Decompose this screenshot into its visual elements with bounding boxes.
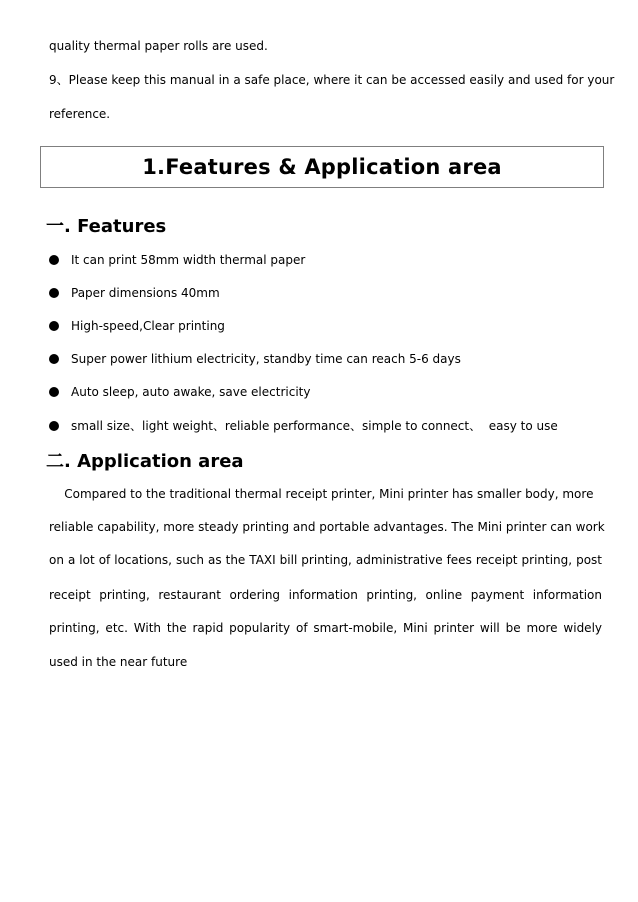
application-paragraph-line: reliable capability, more steady printing and portable advantages. The Mini printer can work xyxy=(49,520,605,534)
intro-line-3: reference. xyxy=(49,107,111,121)
feature-text: Super power lithium electricity, standby time can reach 5-6 days xyxy=(71,352,461,366)
intro-line-2: 9、Please keep this manual in a safe place, where it can be accessed easily and used for your xyxy=(49,73,615,87)
bullet-icon xyxy=(49,421,59,431)
feature-text: Auto sleep, auto awake, save electricity xyxy=(71,385,311,399)
application-paragraph-line: on a lot of locations, such as the TAXI bill printing, administrative fees receipt printing, post xyxy=(49,553,602,567)
feature-text: small size、light weight、reliable performance、simple to connect、 easy to use xyxy=(71,419,558,433)
application-paragraph-line: receipt printing, restaurant ordering information printing, online payment information xyxy=(49,588,602,602)
bullet-icon xyxy=(49,387,59,397)
application-heading: 二. Application area xyxy=(46,451,244,472)
bullet-icon xyxy=(49,288,59,298)
application-paragraph-line: Compared to the traditional thermal receipt printer, Mini printer has smaller body, more xyxy=(49,487,594,501)
feature-text: It can print 58mm width thermal paper xyxy=(71,253,306,267)
application-paragraph-line: used in the near future xyxy=(49,655,188,669)
bullet-icon xyxy=(49,354,59,364)
feature-text: High-speed,Clear printing xyxy=(71,319,225,333)
features-heading: 一. Features xyxy=(46,216,167,237)
application-paragraph-line: printing, etc. With the rapid popularity of smart-mobile, Mini printer will be more widely xyxy=(49,621,602,635)
section-title: 1.Features & Application area xyxy=(142,155,502,179)
bullet-icon xyxy=(49,321,59,331)
intro-line-1: quality thermal paper rolls are used. xyxy=(49,39,268,53)
section-title-box xyxy=(40,146,604,188)
feature-text: Paper dimensions 40mm xyxy=(71,286,220,300)
bullet-icon xyxy=(49,255,59,265)
